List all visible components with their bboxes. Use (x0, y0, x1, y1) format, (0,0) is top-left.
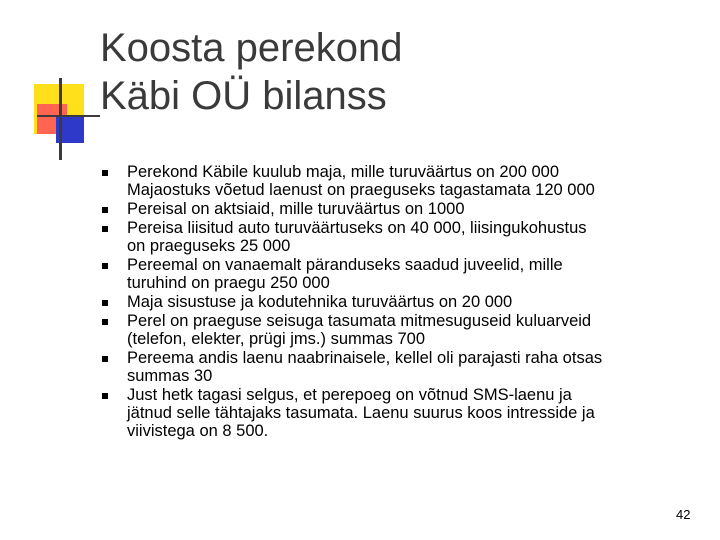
bullet-line: Perel on praeguse seisuga tasumata mitmesuguseid kuluarveid (127, 312, 592, 330)
bullet-square-icon (102, 207, 108, 213)
bullet-item (102, 200, 712, 218)
bullet-line: Pereisa liisitud auto turuväärtuseks on 40 000, liisingukohustus (127, 219, 587, 237)
slide-title (100, 24, 402, 120)
page-number: 42 (676, 507, 691, 522)
bullet-square-icon (102, 170, 108, 176)
bullet-item (102, 293, 712, 311)
bullet-square-icon (102, 356, 108, 362)
bullet-list (102, 163, 712, 441)
bullet-item (102, 349, 712, 385)
bullet-line: turuhind on praegu 250 000 (127, 274, 330, 292)
bullet-line: jätnud selle tähtajaks tasumata. Laenu suurus koos intresside ja (127, 404, 595, 422)
bullet-line: Perekond Käbile kuulub maja, mille turuväärtus on 200 000 (127, 163, 560, 181)
bullet-line: Pereisal on aktsiaid, mille turuväärtus on 1000 (127, 200, 465, 218)
bullet-line: (telefon, elekter, prügi jms.) summas 700 (127, 330, 426, 348)
bullet-line: Pereemal on vanaemalt päranduseks saadud juveelid, mille (127, 256, 563, 274)
bullet-square-icon (102, 263, 108, 269)
bullet-line: Maja sisustuse ja kodutehnika turuväärtus on 20 000 (127, 293, 513, 311)
bullet-line: on praeguseks 25 000 (127, 237, 291, 255)
bullet-square-icon (102, 319, 108, 325)
bullet-line: Majaostuks võetud laenust on praeguseks tagastamata 120 000 (127, 181, 595, 199)
bullet-line: viivistega on 8 500. (127, 422, 269, 440)
bullet-line: Pereema andis laenu naabrinaisele, kellel oli parajasti raha otsas (127, 349, 603, 367)
bullet-item (102, 256, 712, 292)
decor-horizontal-line (37, 115, 100, 117)
bullet-line: Just hetk tagasi selgus, et perepoeg on võtnud SMS-laenu ja (127, 386, 572, 404)
decor-vertical-line (59, 78, 62, 160)
bullet-item (102, 219, 712, 255)
bullet-item (102, 163, 712, 199)
bullet-line: summas 30 (127, 367, 213, 385)
bullet-item (102, 386, 712, 440)
bullet-square-icon (102, 393, 108, 399)
bullet-square-icon (102, 300, 108, 306)
bullet-square-icon (102, 226, 108, 232)
bullet-item (102, 312, 712, 348)
slide-title-line-2: Käbi OÜ bilanss (100, 74, 387, 118)
slide-title-line-1: Koosta perekond (100, 26, 403, 70)
